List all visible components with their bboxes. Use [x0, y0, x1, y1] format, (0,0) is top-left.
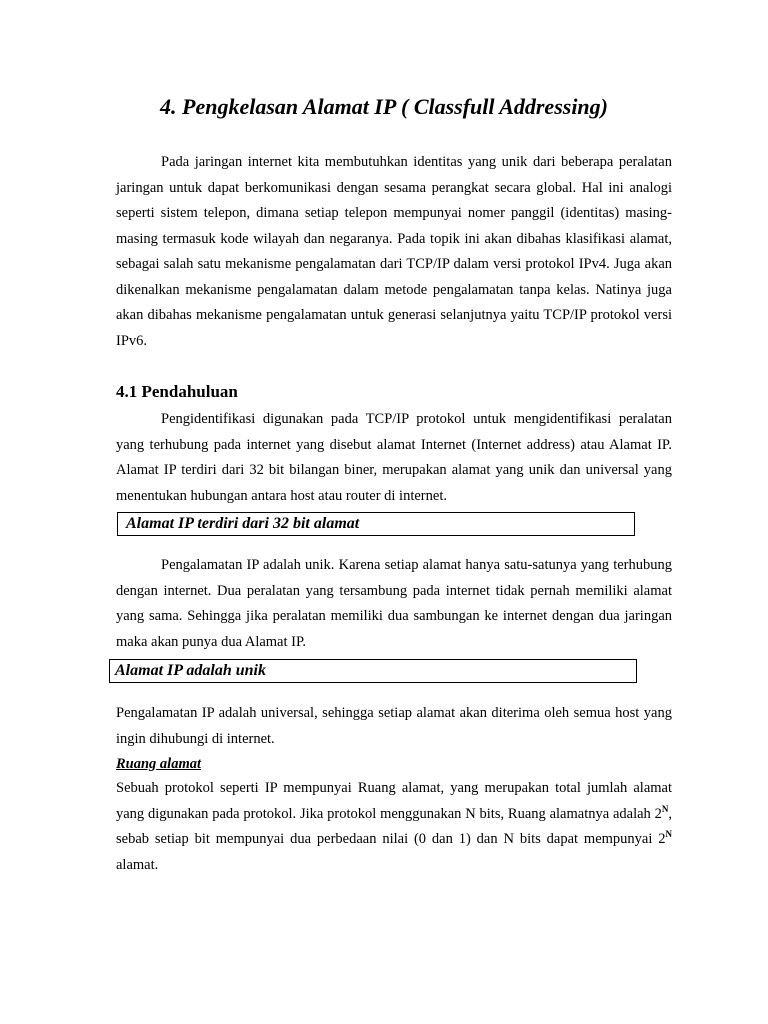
section-paragraph-3: Pengalamatan IP adalah universal, sehingga setiap alamat akan diterima oleh semua host yang ingin dihubungi di internet.: [116, 705, 672, 747]
page-title: 4. Pengkelasan Alamat IP ( Classfull Addressing): [160, 94, 608, 119]
section-paragraph-4: [116, 776, 672, 878]
section-paragraph-2: Pengalamatan IP adalah unik. Karena setiap alamat hanya satu-satunya yang terhubung dengan internet. Dua peralatan yang tersambung pada internet tidak pernah memiliki alamat yang sama. Sehingga jika peralatan memiliki dua sambungan ke internet dengan dua jaringan maka akan punya dua Alamat IP.: [116, 557, 672, 650]
para4-text-2: , sebab setiap bit mempunyai dua perbedaan nilai (0 dan 1) dan N bits dapat mempunyai 2: [116, 805, 672, 847]
para4-text-1: Sebuah protokol seperti IP mempunyai Ruang alamat, yang merupakan total jumlah alamat yang digunakan pada protokol. Jika protokol menggunakan N bits, Ruang alamatnya adalah 2: [116, 780, 672, 822]
subheading-ruang-alamat: Ruang alamat: [116, 756, 202, 772]
highlight-box-unik: Alamat IP adalah unik: [109, 659, 637, 683]
superscript-n-1: N: [661, 803, 669, 814]
para4-text-3: alamat.: [116, 856, 159, 873]
section-paragraph-1: Pengidentifikasi digunakan pada TCP/IP protokol untuk mengidentifikasi peralatan yang terhubung pada internet yang disebut alamat Internet (Internet address) atau Alamat IP. Alamat IP terdiri dari 32 bit bilangan biner, merupakan alamat yang unik dan universal yang menentukan hubungan antara host atau router di internet.: [116, 411, 672, 504]
intro-paragraph: Pada jaringan internet kita membutuhkan identitas yang unik dari beberapa peralatan jaringan untuk dapat berkomunikasi dengan sesama perangkat secara global. Hal ini analogi seperti sistem telepon, dimana setiap telepon mempunyai nomer panggil (identitas) masing-masing termasuk kode wilayah dan negaranya. Pada topik ini akan dibahas klasifikasi alamat, sebagai salah satu mekanisme pengalamatan dari TCP/IP dalam versi protokol IPv4. Juga akan dikenalkan mekanisme pengalamatan dalam metode pengalamatan tanpa kelas. Natinya juga akan dibahas mekanisme pengalamatan untuk generasi selanjutnya yaitu TCP/IP protokol versi IPv6.: [116, 154, 672, 349]
highlight-box-32-bit: Alamat IP terdiri dari 32 bit alamat: [117, 512, 635, 536]
section-heading: 4.1 Pendahuluan: [116, 382, 238, 401]
superscript-n-2: N: [665, 829, 672, 840]
